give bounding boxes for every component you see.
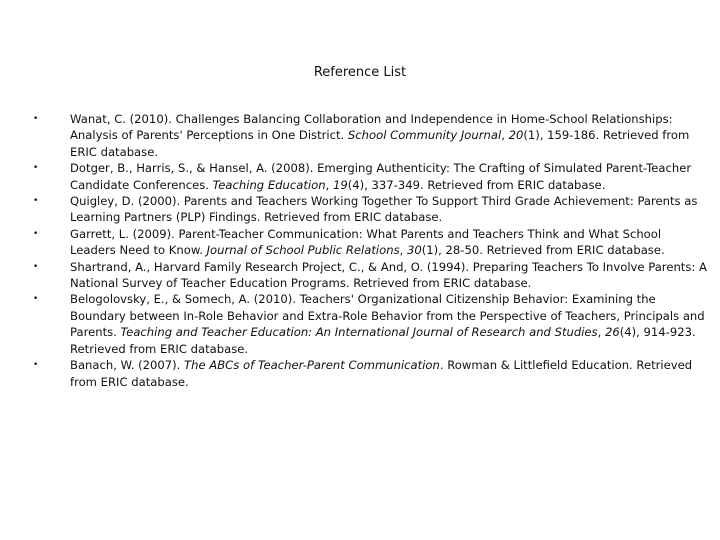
reference-sep: . Rowman & Littlefield Education. Retrieved from ERIC database. [70,358,693,389]
reference-pages: (1), 159-186. Retrieved from ERIC database. [70,128,690,159]
reference-volume: 26 [604,325,620,340]
reference-pages: (1), 28-50. Retrieved from ERIC database. [421,243,665,258]
reference-item [33,291,710,357]
reference-journal: Teaching Education [212,177,326,192]
reference-volume: 30 [406,243,422,258]
reference-item [33,160,710,193]
reference-text: Dotger, B., Harris, S., & Hansel, A. (2008). Emerging Authenticity: The Crafting of Simulated Parent-Teacher Candidate Conferences. [70,161,692,192]
bullet-icon: • [33,294,39,305]
reference-text: Quigley, D. (2000). Parents and Teachers Working Together To Support Third Grade Achievement: Parents as Learning Partners (PLP) Findings. Retrieved from ERIC database. [70,194,698,225]
page-title: Reference List [313,65,407,80]
reference-text: Garrett, L. (2009). Parent-Teacher Communication: What Parents and Teachers Think and What School Leaders Need to Know. [70,226,662,258]
reference-volume: 20 [508,128,524,143]
bullet-icon: • [33,114,39,124]
reference-list [33,111,710,390]
reference-item [33,193,710,226]
reference-item [33,259,710,292]
reference-journal: The ABCs of Teacher-Parent Communication [184,358,440,373]
reference-journal: School Community Journal [347,128,502,143]
bullet-icon: • [33,196,39,207]
reference-pages: (4), 914-923. Retrieved from ERIC database. [70,325,696,356]
reference-item [33,111,710,160]
reference-sep: , [399,243,407,258]
bullet-icon: • [33,228,39,239]
bullet-icon: • [33,360,39,371]
reference-volume: 19 [332,177,348,192]
reference-journal: Teaching and Teacher Education: An International Journal of Research and Studies [120,325,598,340]
bullet-icon: • [33,163,39,174]
reference-sep: , [597,325,605,340]
bullet-icon: • [33,261,39,272]
reference-text: Belogolovsky, E., & Somech, A. (2010). Teachers' Organizational Citizenship Behavior: Examining the Boundary between In-Role Behavior and Extra-Role Behavior from the Perspective of Teachers, Principals and Parents. [70,292,705,340]
reference-text: Banach, W. (2007). [70,358,185,373]
reference-item [33,357,710,390]
reference-sep: , [325,177,333,192]
reference-sep: , [501,128,509,143]
reference-item [33,226,710,259]
reference-pages: (4), 337-349. Retrieved from ERIC database. [347,177,606,192]
reference-text: Wanat, C. (2010). Challenges Balancing Collaboration and Independence in Home-School Relationships: Analysis of Parents' Perceptions in One District. [70,112,673,143]
reference-text: Shartrand, A., Harvard Family Research Project, C., & And, O. (1994). Preparing Teachers To Involve Parents: A National Survey of Teacher Education Programs. Retrieved from ERIC database. [70,259,707,291]
reference-journal: Journal of School Public Relations [206,243,400,258]
